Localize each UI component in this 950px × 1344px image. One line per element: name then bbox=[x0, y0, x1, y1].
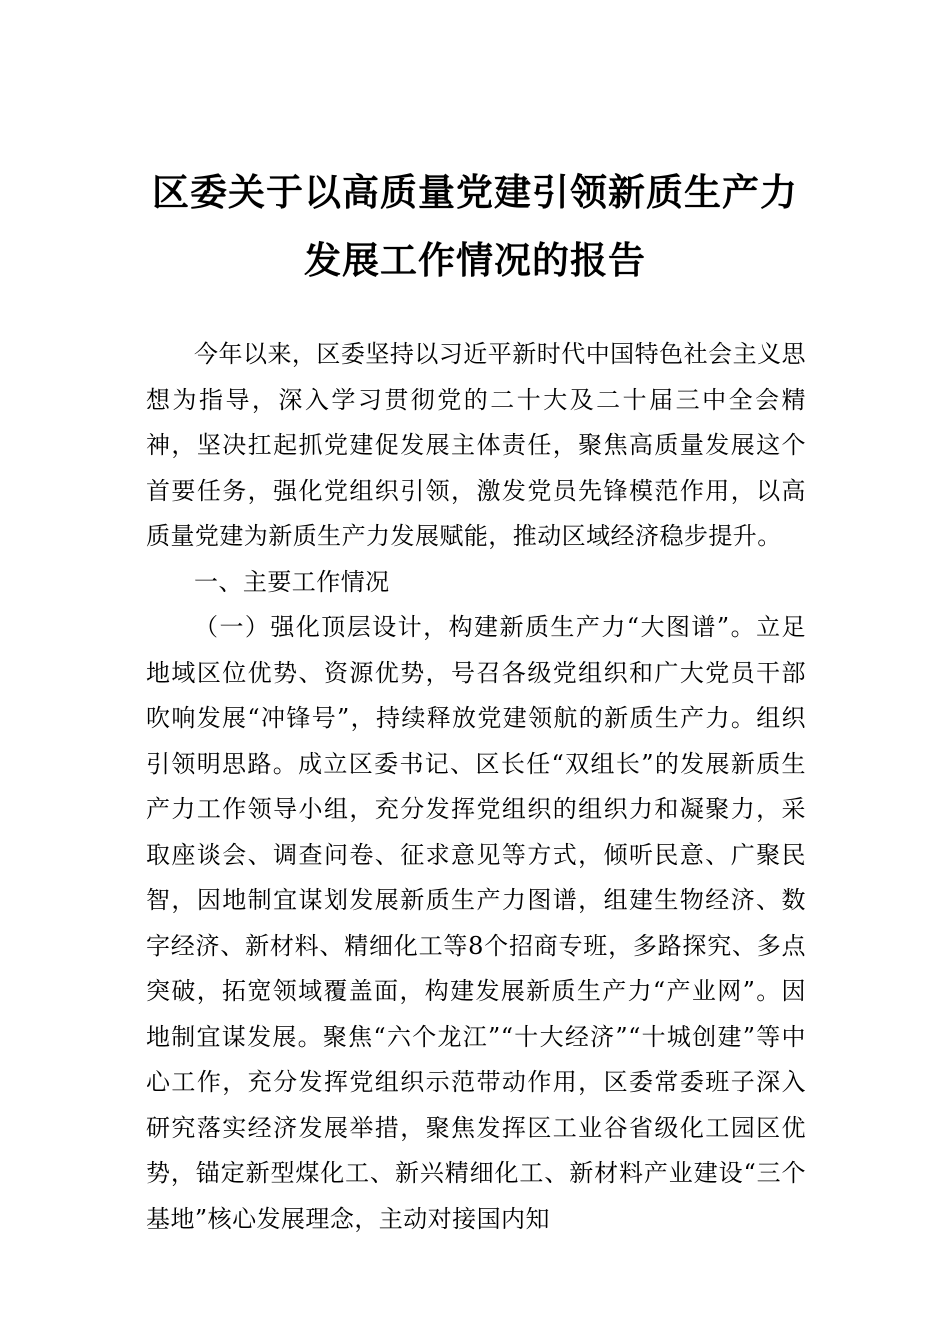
section-heading: 一、主要工作情况 bbox=[194, 567, 390, 596]
subsection-paragraph: （一）强化顶层设计，构建新质生产力“大图谱”。立足地域区位优势、资源优势，号召各级党组织和广大党员干部吹响发展“冲锋号”，持续释放党建领航的新质生产力。组织引领明思路。成立区委书记、区长任“双组长”的发展新质生产力工作领导小组，充分发挥党组织的组织力和凝聚力，采取座谈会、调查问卷、征求意见等方式，倾听民意、广聚民智，因地制宜谋划发展新质生产力图谱，组建生物经济、数字经济、新材料、精细化工等8个招商专班，多路探究、多点突破，拓宽领域覆盖面，构建发展新质生产力“产业网”。因地制宜谋发展。聚焦“六个龙江”“十大经济”“十城创建”等中心工作，充分发挥党组织示范带动作用，区委常委班子深入研究落实经济发展举措，聚焦发挥区工业谷省级化工园区优势，锚定新型煤化工、新兴精细化工、新材料产业建设“三个基地”核心发展理念，主动对接国内知 bbox=[146, 613, 806, 1233]
document-body bbox=[146, 332, 806, 1242]
intro-paragraph: 今年以来，区委坚持以习近平新时代中国特色社会主义思想为指导，深入学习贯彻党的二十大及二十届三中全会精神，坚决扛起抓党建促发展主体责任，聚焦高质量发展这个首要任务，强化党组织引领，激发党员先锋模范作用，以高质量党建为新质生产力发展赋能，推动区域经济稳步提升。 bbox=[146, 340, 806, 550]
document-title: 区委关于以高质量党建引领新质生产力发展工作情况的报告 bbox=[152, 170, 798, 282]
